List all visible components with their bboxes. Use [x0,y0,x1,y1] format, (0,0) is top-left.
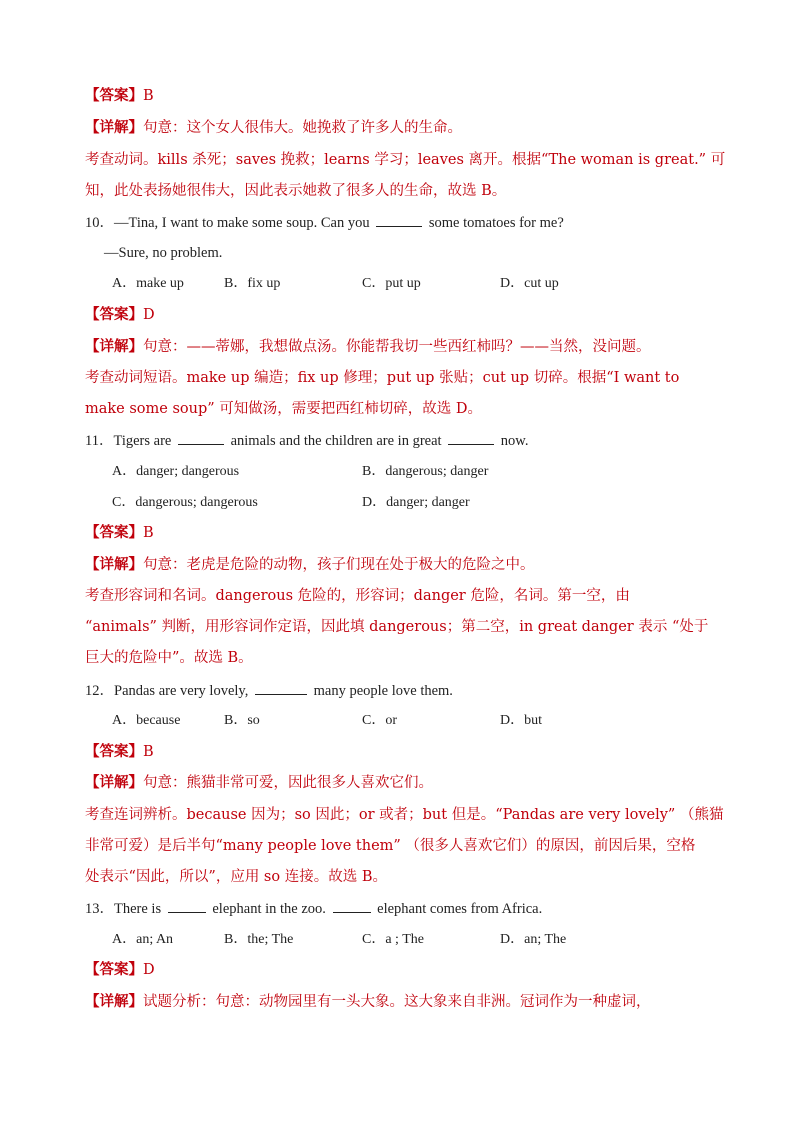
detail-label: 【详解】 [85,119,143,136]
explanation-line: 处表示“因此，所以”，应用 so 连接。故选 B。 [85,869,387,885]
question-text: some tomatoes for me? [428,215,564,231]
answer-line [85,86,154,106]
question-10 [85,212,564,233]
question-text: now. [500,433,529,449]
detail-text: 句意：熊猫非常可爱，因此很多人喜欢它们。 [143,775,433,791]
explanation-line: 非常可爱）是后半句“many people love them” （很多人喜欢它们）的原因，前因后果，空格 [85,838,696,854]
detail-text: 句意：老虎是危险的动物，孩子们现在处于极大的危险之中。 [143,557,535,573]
explanation-line: 考查连词辨析。because 因为；so 因此；or 或者；but 但是。“Pandas are very lovely” （熊猫 [85,807,724,823]
option-d: D．cut up [500,276,559,291]
answer-value: B [143,525,154,541]
question-text: There is [114,901,162,917]
option-c: C．put up [362,276,421,291]
option-d: D．an; The [500,932,567,947]
answer-line [85,523,154,543]
option-a: A．an; An [112,932,174,947]
explanation-line: 知，此处表扬她很伟大，因此表示她救了很多人的生命，故选 B。 [85,183,507,199]
question-text: many people love them. [313,683,453,699]
question-text: elephant in the zoo. [212,901,326,917]
explanation-line: “animals” 判断，用形容词作定语，因此填 dangerous；第二空，in great danger 表示 “处于 [85,619,709,635]
answer-blank [168,898,206,913]
answer-label: 【答案】 [85,743,143,760]
answer-blank [376,212,422,227]
option-c: C．or [362,713,397,728]
option-a: A．because [112,713,181,728]
detail-line [85,118,462,138]
option-a: A．make up [112,276,184,291]
detail-line [85,992,651,1012]
answer-label: 【答案】 [85,87,143,104]
question-number: 12． [85,683,114,699]
detail-label: 【详解】 [85,556,143,573]
answer-line [85,305,155,325]
question-reply: —Sure, no problem. [104,245,223,261]
detail-label: 【详解】 [85,774,143,791]
detail-text: 试题分析：句意：动物园里有一头大象。这大象来自非洲。冠词作为一种虚词， [143,994,651,1010]
answer-blank [178,430,224,445]
answer-value: D [143,962,155,978]
option-b: B．the; The [224,932,294,947]
option-d: D．danger; danger [362,495,470,510]
explanation-line: 考查形容词和名词。dangerous 危险的，形容词；danger 危险，名词。第一空，由 [85,588,630,604]
question-number: 13． [85,901,114,917]
explanation-line: 考查动词。kills 杀死；saves 挽救；learns 学习；leaves 离开。根据“The woman is great.” 可 [85,152,726,168]
question-text: Tigers are [113,433,172,449]
answer-line [85,742,154,762]
detail-label: 【详解】 [85,338,143,355]
question-11 [85,430,528,451]
answer-value: B [143,88,154,104]
answer-label: 【答案】 [85,961,143,978]
detail-label: 【详解】 [85,993,143,1010]
question-number: 11． [85,433,114,449]
answer-blank [255,680,307,695]
detail-text: 句意：这个女人很伟大。她挽救了许多人的生命。 [143,120,462,136]
detail-line [85,337,651,357]
question-12 [85,680,453,701]
question-number: 10． [85,215,114,231]
option-b: B．dangerous; danger [362,464,489,479]
question-text: Pandas are very lovely, [114,683,249,699]
question-text: animals and the children are in great [230,433,442,449]
detail-text: 句意：——蒂娜，我想做点汤。你能帮我切一些西红柿吗？——当然，没问题。 [143,339,651,355]
option-b: B．fix up [224,276,281,291]
answer-blank [333,898,371,913]
answer-value: B [143,744,154,760]
explanation-line: 考查动词短语。make up 编造；fix up 修理；put up 张贴；cut up 切碎。根据“I want to [85,370,680,386]
detail-line [85,555,535,575]
option-a: A．danger; dangerous [112,464,240,479]
option-d: D．but [500,713,542,728]
question-13 [85,898,542,919]
answer-label: 【答案】 [85,306,143,323]
question-text: —Tina, I want to make some soup. Can you [114,215,370,231]
answer-label: 【答案】 [85,524,143,541]
answer-blank [448,430,494,445]
explanation-line: 巨大的危险中”。故选 B。 [85,650,253,666]
detail-line [85,773,433,793]
question-text: elephant comes from Africa. [377,901,543,917]
option-b: B．so [224,713,260,728]
option-c: C．a ; The [362,932,424,947]
option-c: C．dangerous; dangerous [112,495,258,510]
answer-line [85,960,155,980]
explanation-line: make some soup” 可知做汤，需要把西红柿切碎，故选 D。 [85,401,483,417]
answer-value: D [143,307,155,323]
